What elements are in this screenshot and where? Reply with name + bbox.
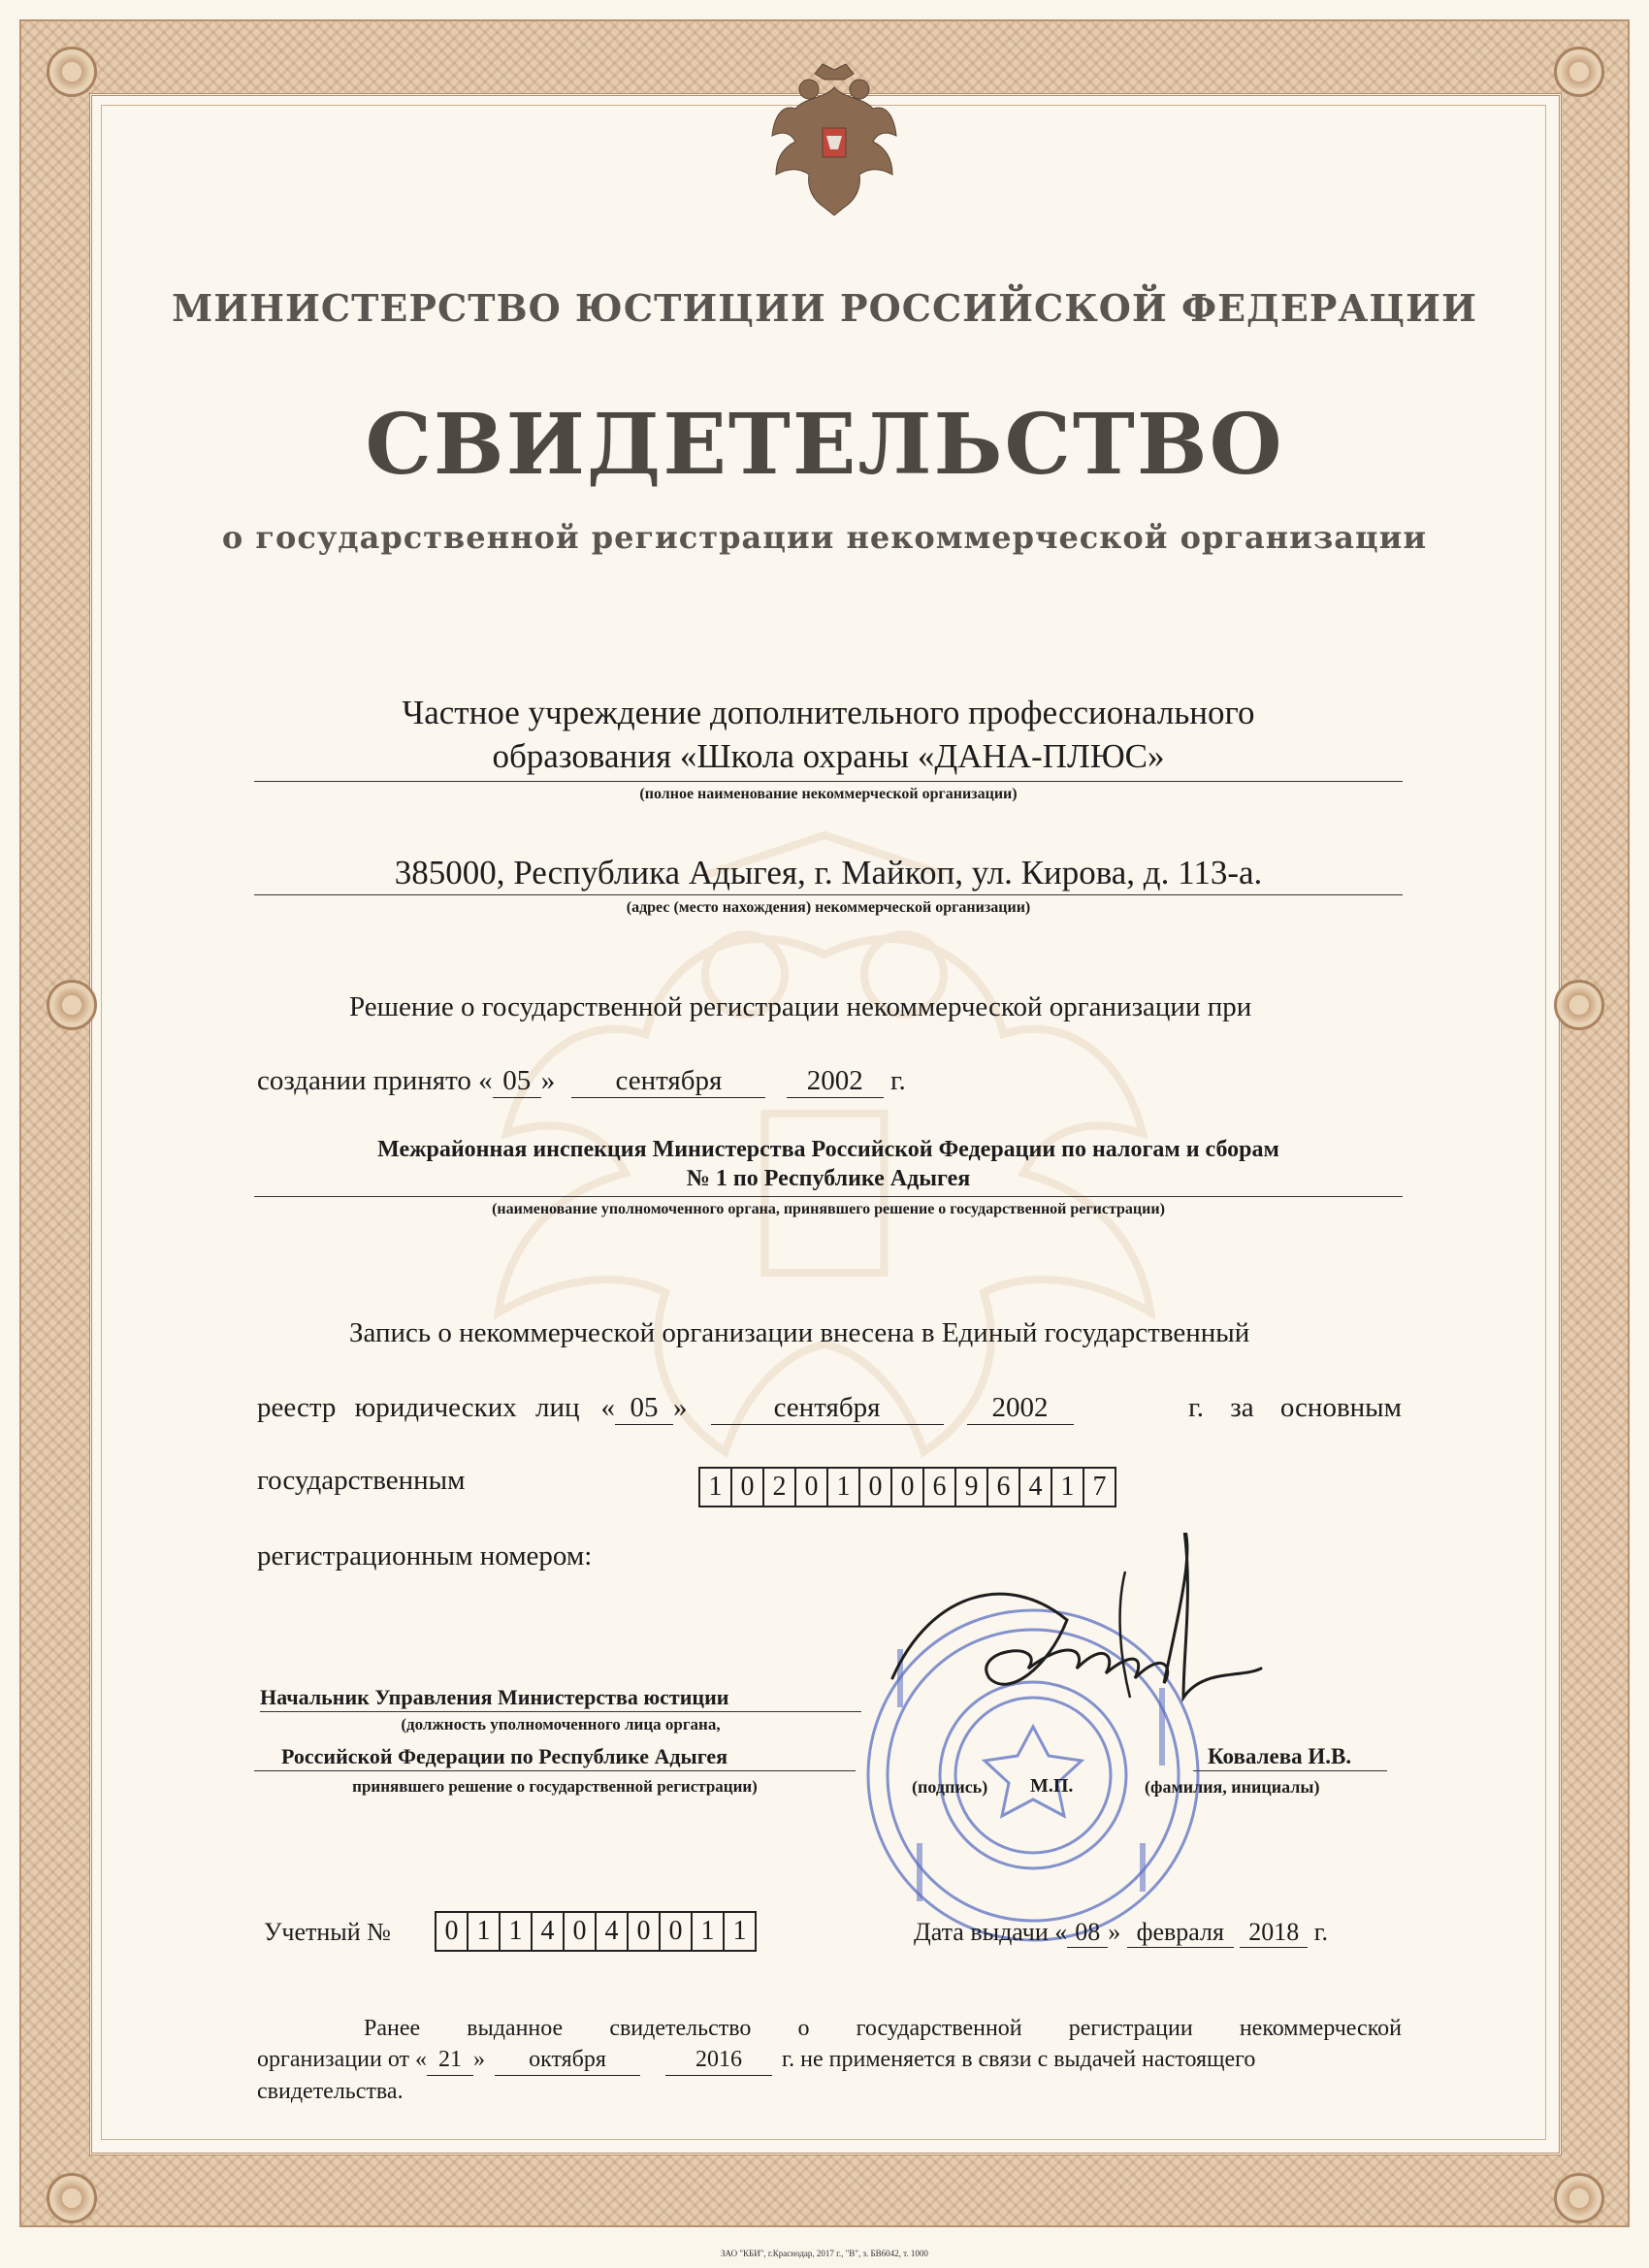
- record-suffix: г. за основным: [1188, 1392, 1402, 1423]
- signatory-position: Российской Федерации по Республике Адыгея: [281, 1744, 728, 1768]
- previous-prefix: организации от «: [257, 2047, 428, 2072]
- ministry-heading: МИНИСТЕРСТВО ЮСТИЦИИ РОССИЙСКОЙ ФЕДЕРАЦИИ: [172, 286, 1477, 330]
- organization-address: 385000, Республика Адыгея, г. Майкоп, ул. Кирова, д. 113-а.: [394, 854, 1263, 891]
- side-rosette-icon: [47, 980, 97, 1030]
- field-underline: [254, 1770, 856, 1771]
- decision-quote: »: [540, 1065, 556, 1096]
- record-prefix: реестр юридических лиц: [257, 1392, 580, 1423]
- account-digit: 0: [565, 1913, 597, 1950]
- field-caption: (адрес (место нахождения) некоммерческой организации): [626, 899, 1031, 916]
- ogrn-digit: 0: [732, 1469, 764, 1506]
- field-underline: [260, 1711, 861, 1712]
- field-caption: (полное наименование некоммерческой организации): [639, 786, 1018, 802]
- field-caption: принявшего решение о государственной регистрации): [352, 1777, 758, 1796]
- previous-suffix: г. не применяется в связи с выдачей настоящего: [782, 2047, 1256, 2072]
- ogrn-digit: 0: [796, 1469, 828, 1506]
- previous-year: 2016: [665, 2044, 772, 2076]
- side-rosette-icon: [1554, 980, 1604, 1030]
- coat-of-arms-icon: [766, 60, 902, 225]
- issue-date-label: Дата выдачи «: [914, 1918, 1068, 1946]
- account-digit: 0: [661, 1913, 693, 1950]
- authority-line: Межрайонная инспекция Министерства Российской Федерации по налогам и сборам: [377, 1137, 1279, 1162]
- account-digit: 4: [597, 1913, 629, 1950]
- signatory-name: Ковалева И.В.: [1208, 1744, 1352, 1768]
- previous-note-line: Ранее выданное свидетельство о государственной регистрации некоммерческой: [364, 2016, 1402, 2041]
- decision-date-line: [257, 1065, 906, 1098]
- field-caption: (должность уполномоченного лица органа,: [401, 1715, 721, 1733]
- corner-rosette-icon: [47, 2173, 97, 2223]
- corner-rosette-icon: [1554, 2173, 1604, 2223]
- signatory-position: Начальник Управления Министерства юстиции: [260, 1685, 729, 1709]
- organization-name-line: Частное учреждение дополнительного профессионального: [402, 694, 1255, 731]
- previous-month: октября: [495, 2044, 640, 2076]
- issue-year: 2018: [1240, 1918, 1308, 1948]
- account-digit: 4: [533, 1913, 565, 1950]
- ogrn-digit: 7: [1092, 1472, 1107, 1502]
- authority-line: № 1 по Республике Адыгея: [686, 1166, 971, 1191]
- decision-month: сентября: [571, 1065, 765, 1098]
- ogrn-digit: 1: [700, 1469, 732, 1506]
- printer-imprint: ЗАО "КБИ", г.Краснодар, 2017 г., "В", з. БВ6042, т. 1000: [721, 2249, 928, 2258]
- corner-rosette-icon: [47, 47, 97, 97]
- decision-prefix: создании принято «: [257, 1065, 493, 1096]
- record-text: регистрационным номером:: [257, 1540, 593, 1571]
- record-month: сентября: [711, 1392, 944, 1425]
- decision-text: Решение о государственной регистрации некоммерческой организации при: [349, 991, 1252, 1022]
- account-number: [435, 1911, 757, 1952]
- field-underline: [1193, 1770, 1387, 1771]
- account-digit: 0: [629, 1913, 661, 1950]
- ogrn-digit: 6: [924, 1469, 956, 1506]
- record-date-line: [257, 1392, 1402, 1425]
- decision-year: 2002: [787, 1065, 884, 1098]
- decision-year-suffix: г.: [889, 1065, 906, 1096]
- field-underline: [254, 781, 1403, 782]
- issue-day: 08: [1067, 1918, 1108, 1948]
- field-underline: [254, 894, 1403, 895]
- corner-rosette-icon: [1554, 47, 1604, 97]
- previous-note-line: [257, 2044, 1402, 2076]
- previous-certificate-note: [257, 2013, 1402, 2107]
- record-text: Запись о некоммерческой организации внесена в Единый государственный: [349, 1317, 1250, 1348]
- ogrn-digit: 6: [988, 1469, 1020, 1506]
- account-digit: 1: [732, 1916, 747, 1946]
- organization-name: [254, 691, 1403, 778]
- record-quote: «: [600, 1392, 615, 1423]
- seal-caption: М.П.: [1030, 1775, 1074, 1797]
- previous-quote: »: [473, 2047, 486, 2072]
- issue-year-suffix: г.: [1313, 1918, 1329, 1946]
- field-caption: (фамилия, инициалы): [1145, 1777, 1320, 1797]
- decision-day: 05: [493, 1065, 541, 1098]
- field-underline: [254, 1196, 1403, 1197]
- signature-caption: (подпись): [912, 1777, 988, 1797]
- organization-name-line: образования «Школа охраны «ДАНА-ПЛЮС»: [492, 737, 1165, 775]
- issue-month: февраля: [1127, 1918, 1234, 1948]
- account-number-label: Учетный №: [264, 1918, 391, 1946]
- certificate-title: СВИДЕТЕЛЬСТВО: [365, 396, 1284, 494]
- record-quote: »: [673, 1392, 688, 1423]
- ogrn-digit: 2: [764, 1469, 796, 1506]
- field-caption: (наименование уполномоченного органа, принявшего решение о государственной регистрации): [492, 1201, 1165, 1217]
- account-digit: 1: [693, 1913, 725, 1950]
- previous-day: 21: [427, 2044, 473, 2076]
- ogrn-digit: 0: [892, 1469, 924, 1506]
- ogrn-digit: 0: [860, 1469, 892, 1506]
- record-year: 2002: [967, 1392, 1074, 1425]
- ogrn-digit: 1: [828, 1469, 860, 1506]
- ogrn-digit: 4: [1020, 1469, 1052, 1506]
- account-digit: 1: [501, 1913, 533, 1950]
- account-digit: 1: [469, 1913, 501, 1950]
- record-text: государственным: [257, 1465, 466, 1496]
- issue-quote: »: [1108, 1918, 1121, 1946]
- ogrn-number: [698, 1467, 1116, 1507]
- certificate-subtitle: о государственной регистрации некоммерческой организации: [221, 519, 1428, 556]
- signature-icon: [873, 1533, 1280, 1775]
- ogrn-digit: 1: [1052, 1469, 1084, 1506]
- account-digit: 0: [436, 1913, 469, 1950]
- record-day: 05: [615, 1392, 673, 1425]
- ogrn-digit: 9: [956, 1469, 988, 1506]
- previous-note-line: свидетельства.: [257, 2079, 404, 2104]
- registering-authority: [254, 1135, 1403, 1193]
- issue-date: [914, 1918, 1328, 1948]
